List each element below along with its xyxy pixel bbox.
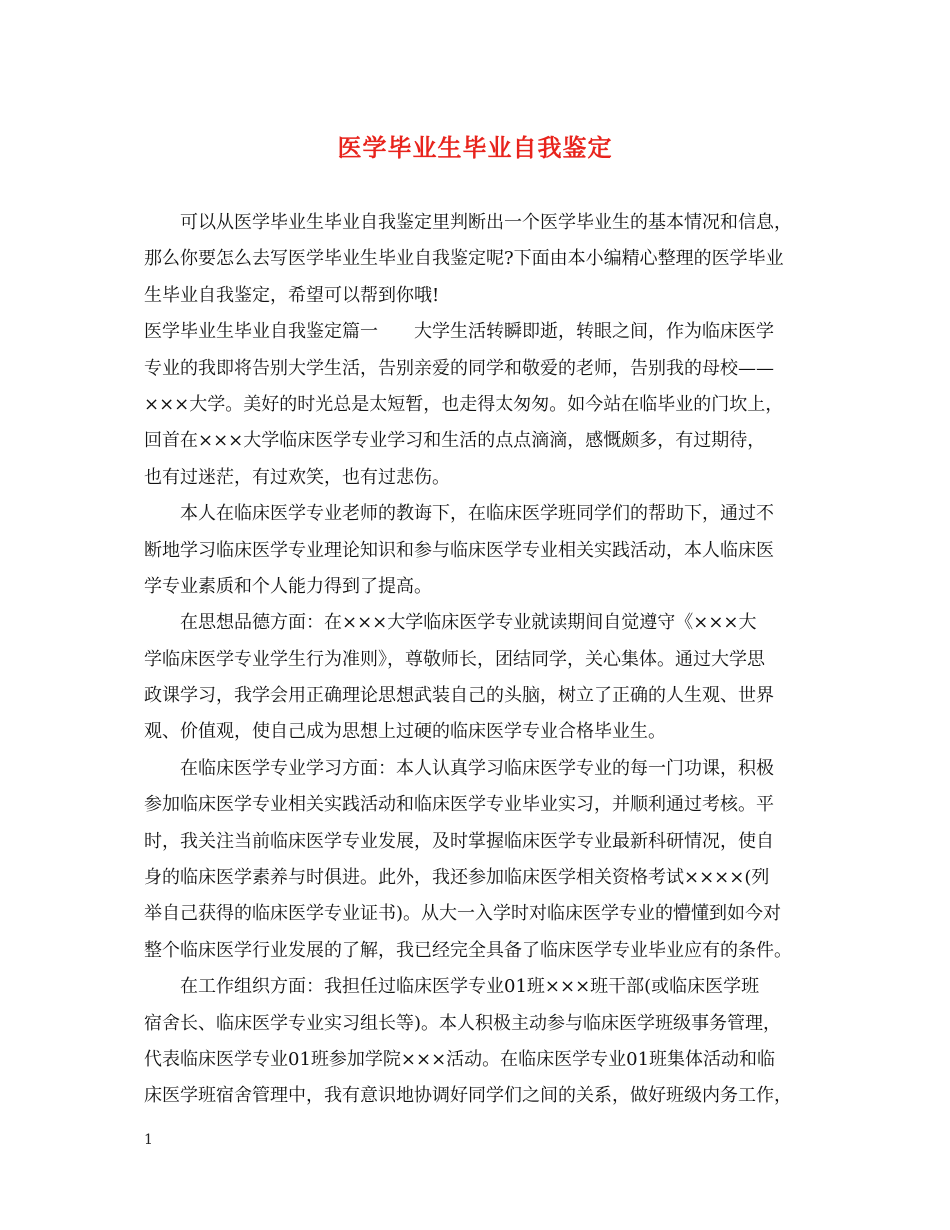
paragraph-line: ×××大学。美好的时光总是太短暂，也走得太匆匆。如今站在临毕业的门坎上， xyxy=(144,393,784,415)
paragraph-line: 医学毕业生毕业自我鉴定篇一 大学生活转瞬即逝，转眼之间，作为临床医学 xyxy=(144,321,774,343)
paragraph-line: 断地学习临床医学专业理论知识和参与临床医学专业相关实践活动，本人临床医 xyxy=(144,539,774,561)
paragraph-line: 专业的我即将告别大学生活，告别亲爱的同学和敬爱的老师，告别我的母校—— xyxy=(144,357,774,379)
paragraph-line: 本人在临床医学专业老师的教诲下，在临床医学班同学们的帮助下，通过不 xyxy=(180,503,774,525)
page-number: 1 xyxy=(144,1132,153,1148)
paragraph-line: 整个临床医学行业发展的了解，我已经完全具备了临床医学专业毕业应有的条件。 xyxy=(144,939,792,961)
paragraph-line: 那么你要怎么去写医学毕业生毕业自我鉴定呢?下面由本小编精心整理的医学毕业 xyxy=(144,248,784,270)
paragraph-line: 床医学班宿舍管理中，我有意识地协调好同学们之间的关系，做好班级内务工作， xyxy=(144,1085,792,1107)
paragraph-line: 宿舍长、临床医学专业实习组长等)。本人积极主动参与临床医学班级事务管理， xyxy=(144,1012,782,1034)
paragraph-line: 时，我关注当前临床医学专业发展，及时掌握临床医学专业最新科研情况，使自 xyxy=(144,830,774,852)
paragraph-line: 在思想品德方面：在×××大学临床医学专业就读期间自觉遵守《×××大 xyxy=(180,612,757,634)
paragraph-line: 观、价值观，使自己成为思想上过硬的临床医学专业合格毕业生。 xyxy=(144,721,666,743)
document-title: 医学毕业生毕业自我鉴定 xyxy=(337,133,613,162)
paragraph-line: 举自己获得的临床医学专业证书)。从大一入学时对临床医学专业的懵懂到如今对 xyxy=(144,903,782,925)
paragraph-line: 可以从医学毕业生毕业自我鉴定里判断出一个医学毕业生的基本情况和信息， xyxy=(180,212,792,233)
paragraph-line: 回首在×××大学临床医学专业学习和生活的点点滴滴，感慨颇多，有过期待， xyxy=(144,430,766,452)
paragraph-line: 参加临床医学专业相关实践活动和临床医学专业毕业实习，并顺利通过考核。平 xyxy=(144,794,774,816)
paragraph-line: 身的临床医学素养与时俱进。此外，我还参加临床医学相关资格考试××××(列 xyxy=(144,867,770,889)
paragraph-line: 在工作组织方面：我担任过临床医学专业01班×××班干部(或临床医学班 xyxy=(180,976,760,998)
paragraph-line: 政课学习，我学会用正确理论思想武装自己的头脑，树立了正确的人生观、世界 xyxy=(144,685,774,707)
paragraph-line: 代表临床医学专业01班参加学院×××活动。在临床医学专业01班集体活动和临 xyxy=(144,1048,776,1070)
paragraph-line: 学临床医学专业学生行为准则》，尊敬师长，团结同学，关心集体。通过大学思 xyxy=(144,648,765,670)
paragraph-line: 学专业素质和个人能力得到了提高。 xyxy=(144,575,432,597)
paragraph-line: 也有过迷茫，有过欢笑，也有过悲伤。 xyxy=(144,466,450,488)
document-body xyxy=(144,205,820,1115)
paragraph-line: 生毕业自我鉴定，希望可以帮到你哦! xyxy=(144,284,440,306)
paragraph-line: 在临床医学专业学习方面：本人认真学习临床医学专业的每一门功课，积极 xyxy=(180,757,774,779)
